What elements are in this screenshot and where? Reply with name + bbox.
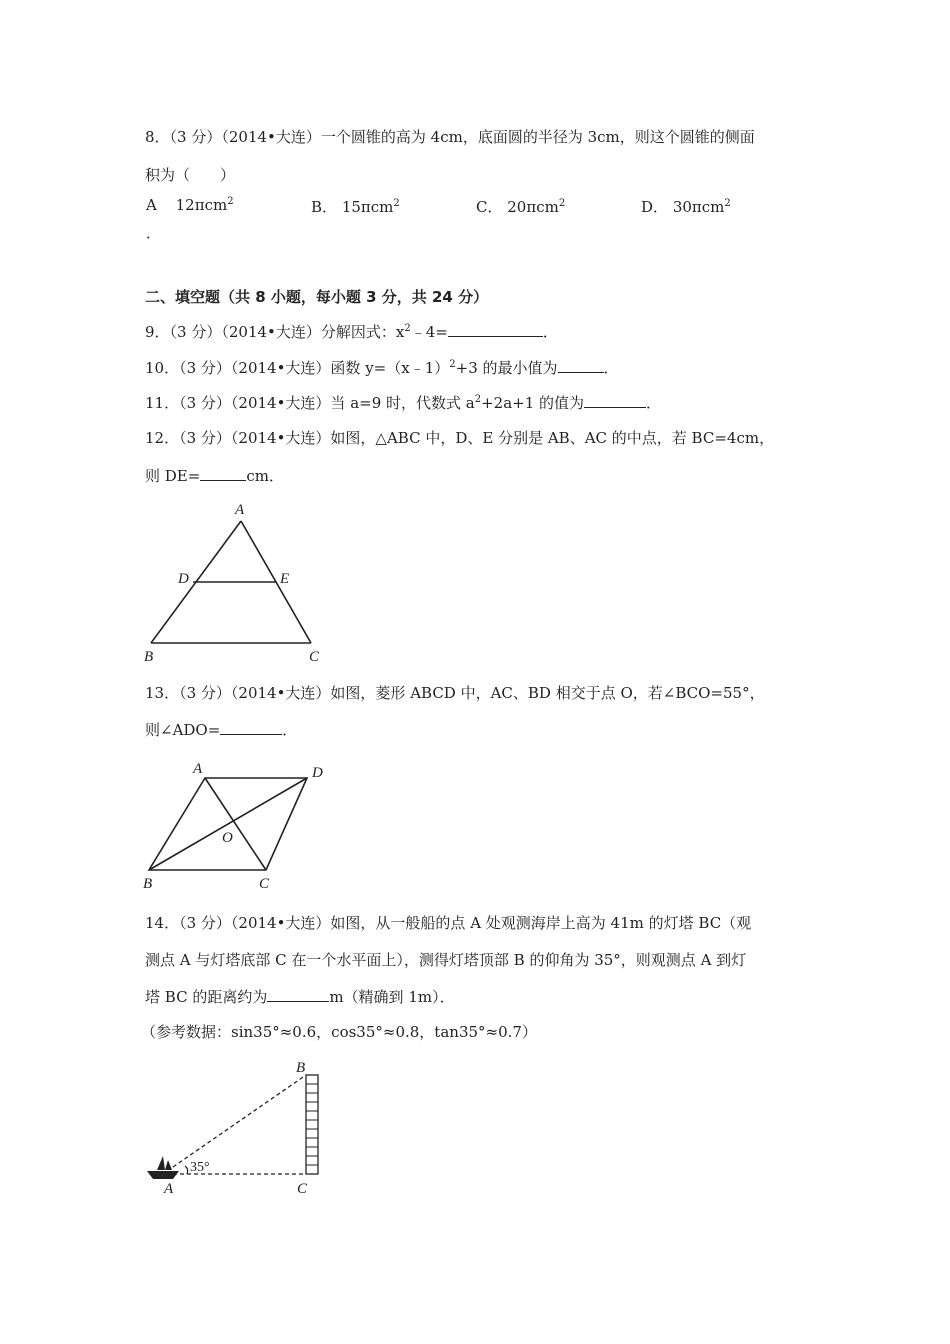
q11-sup: 2 [474,394,482,405]
q14-line4: （参考数据：sin35°≈0.6，cos35°≈0.8，tan35°≈0.7） [141,1023,537,1041]
rhombus-figure [135,755,335,895]
q8-option-c[interactable] [476,196,565,217]
label-e: E [280,571,290,587]
q14-line3 [145,986,455,1007]
q12-text-2: cm． [246,467,284,485]
q8-option-b[interactable] [311,196,400,217]
q13-line2 [145,719,297,740]
diagonal-bd [149,778,307,870]
q10-text: 10．（3 分）（2014•大连）函数 y=（x﹣1） [145,359,450,377]
option-value: 20πcm [507,198,559,216]
option-value: 30πcm [672,198,725,216]
label-d: D [312,765,323,781]
label-c: C [297,1181,308,1197]
q8-option-d[interactable] [641,196,731,217]
q10-sup: 2 [449,359,456,370]
line-of-sight-ab [173,1075,306,1167]
angle-arc [185,1166,188,1174]
q14-text: 塔 BC 的距离约为 [145,988,268,1006]
q11-answer-blank[interactable] [584,393,646,408]
label-a: A [164,1181,174,1197]
q13-text: 则∠ADO= [145,721,221,739]
q10-answer-blank[interactable] [558,358,604,373]
q14-line2: 测点 A 与灯塔底部 C 在一个水平面上），测得灯塔顶部 B 的仰角为 35°，则观测点 A 到灯 [145,951,747,969]
q10-end: ． [603,359,619,377]
q12-line1: 12．（3 分）（2014•大连）如图，△ABC 中，D、E 分别是 AB、AC 的中点，若 BC=4cm， [145,429,775,447]
option-value: 12πcm [175,196,228,214]
lighthouse-tower [306,1075,318,1174]
q9-end: ． [542,323,558,341]
option-letter: A [146,196,157,214]
q10-text-2: +3 的最小值为 [455,359,558,377]
diagonal-ac [205,778,266,870]
q14-text-2: m（精确到 1m）． [329,988,455,1006]
label-b: B [143,876,153,892]
q8-line1: 8．（3 分）（2014•大连）一个圆锥的高为 4cm，底面圆的半径为 3cm，则这个圆锥的侧面 [145,128,755,146]
label-d: D [178,571,189,587]
boat-icon [147,1156,179,1179]
q11-text-2: +2a+1 的值为 [481,394,585,412]
q12-text: 则 DE= [145,467,201,485]
q13-answer-blank[interactable] [220,720,282,735]
option-sup: 2 [724,198,731,209]
q14-line1: 14．（3 分）（2014•大连）如图，从一般船的点 A 处观测海岸上高为 41m 的灯塔 BC（观 [145,914,752,932]
angle-label: 35° [190,1160,210,1175]
q11-end: ． [646,394,662,412]
q8-option-a[interactable] [146,196,234,214]
label-o: O [222,830,233,846]
option-letter: D． [641,198,669,216]
label-c: C [309,649,320,665]
q9-answer-blank[interactable] [448,322,543,337]
q13-text-2: ． [282,721,298,739]
q9-text: 9．（3 分）（2014•大连）分解因式：x [145,323,405,341]
q8-dot: ． [146,224,162,242]
label-b: B [296,1060,306,1076]
option-letter: B． [311,198,338,216]
option-sup: 2 [393,198,400,209]
label-a: A [235,502,245,518]
tower-rungs [306,1084,318,1165]
option-sup: 2 [227,196,234,207]
q10-line [145,357,619,378]
option-value: 15πcm [341,198,394,216]
label-c: C [259,876,270,892]
label-a: A [193,761,203,777]
q14-answer-blank[interactable] [267,987,329,1002]
q12-line2 [145,465,284,486]
option-sup: 2 [558,198,566,209]
q9-line [145,321,558,342]
section-title: 二、填空题（共 8 小题，每小题 3 分，共 24 分） [145,288,489,306]
option-letter: C． [476,198,503,216]
label-b: B [144,649,154,665]
lighthouse-figure [135,1050,335,1200]
triangle-figure [135,498,335,670]
q11-text: 11．（3 分）（2014•大连）当 a=9 时，代数式 a [145,394,475,412]
q13-line1: 13．（3 分）（2014•大连）如图，菱形 ABCD 中，AC、BD 相交于点 O，若∠BCO=55°， [145,684,765,702]
q9-sup: 2 [404,323,411,334]
q8-line2: 积为（ ） [145,166,236,184]
q12-answer-blank[interactable] [200,466,246,481]
q9-text-2: ﹣4= [410,323,448,341]
q11-line [145,392,661,413]
